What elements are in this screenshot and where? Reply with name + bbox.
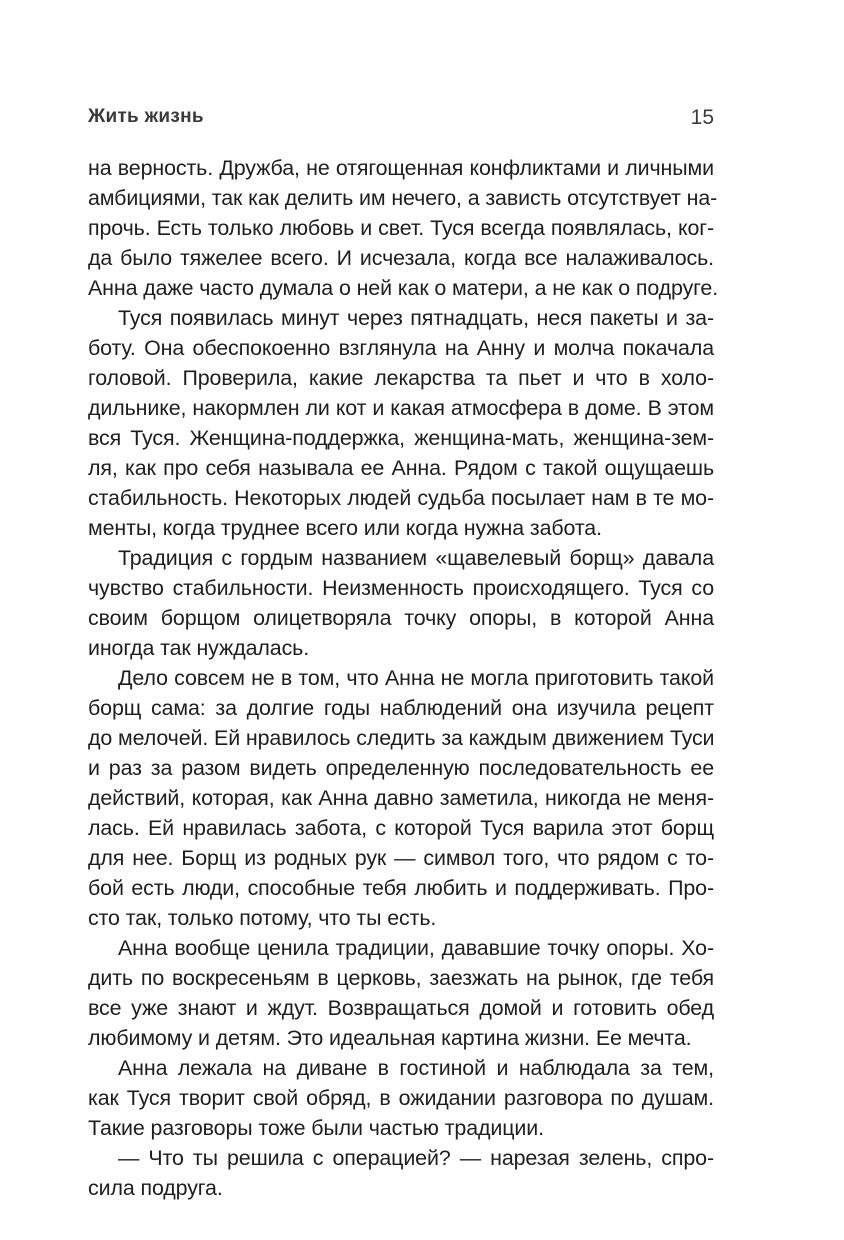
text-line: Анна вообще ценила традиции, дававшие точку опоры. Хо- (118, 936, 714, 960)
text-line: — Что ты решила с операцией? — нарезая зелень, спро- (118, 1146, 714, 1170)
text-line: все уже знают и ждут. Возвращаться домой и готовить обед (88, 996, 714, 1020)
text-line: Анна лежала на диване в гостиной и наблюдала за тем, (118, 1056, 714, 1080)
paragraph-4 (88, 663, 714, 933)
text-line: действий, которая, как Анна давно заметила, никогда не меня- (88, 786, 714, 810)
text-line: как Туся творит свой обряд, в ожидании разговора по душам. (88, 1086, 714, 1110)
text-line: любимому и детям. Это идеальная картина жизни. Ее мечта. (88, 1026, 692, 1050)
text-line: до мелочей. Ей нравилось следить за каждым движением Туси (88, 726, 715, 750)
paragraph-1 (88, 153, 719, 303)
running-title: Жить жизнь (88, 106, 204, 127)
text-line: на верность. Дружба, не отягощенная конфликтами и личными (88, 156, 714, 180)
text-line: дить по воскресеньям в церковь, заезжать на рынок, где тебя (88, 966, 714, 990)
paragraph-6 (88, 1053, 714, 1143)
text-line: бой есть люди, способные тебя любить и поддерживать. Про- (88, 876, 714, 900)
page-number: 15 (690, 106, 714, 129)
text-line: менты, когда труднее всего или когда нужна забота. (88, 516, 602, 540)
text-line: чувство стабильности. Неизменность происходящего. Туся со (88, 576, 714, 600)
text-line: боту. Она обеспокоенно взглянула на Анну и молча покачала (88, 336, 714, 360)
text-line: да было тяжелее всего. И исчезала, когда все налаживалось. (88, 246, 714, 270)
text-line: прочь. Есть только любовь и свет. Туся всегда появлялась, ког- (88, 216, 714, 240)
text-line: для нее. Борщ из родных рук — символ того, что рядом с то- (88, 846, 714, 870)
body-text (88, 153, 719, 1203)
text-line: борщ сама: за долгие годы наблюдений она изучила рецепт (88, 696, 714, 720)
text-line: амбициями, так как делить им нечего, а зависть отсутствует на- (88, 186, 718, 210)
text-line: дильнике, накормлен ли кот и какая атмосфера в доме. В этом (88, 396, 714, 420)
text-line: Туся появилась минут через пятнадцать, неся пакеты и за- (118, 306, 714, 330)
text-line: лась. Ей нравилась забота, с которой Туся варила этот борщ (88, 816, 714, 840)
text-line: вся Туся. Женщина-поддержка, женщина-мать, женщина-зем- (88, 426, 714, 450)
text-line: сила подруга. (88, 1176, 223, 1200)
text-line: стабильность. Некоторых людей судьба посылает нам в те мо- (88, 486, 714, 510)
text-line: Традиция с гордым названием «щавелевый борщ» давала (118, 546, 714, 570)
text-line: и раз за разом видеть определенную последовательность ее (88, 756, 714, 780)
text-line: Анна даже часто думала о ней как о матери, а не как о подруге. (88, 276, 719, 300)
text-line: иногда так нуждалась. (88, 636, 310, 660)
text-line: головой. Проверила, какие лекарства та пьет и что в холо- (88, 366, 714, 390)
text-line: своим борщом олицетворяла точку опоры, в которой Анна (88, 606, 714, 630)
paragraph-3 (88, 543, 714, 663)
text-line: Такие разговоры тоже были частью традиции. (88, 1116, 544, 1140)
paragraph-7 (88, 1143, 714, 1203)
paragraph-2 (88, 303, 714, 543)
text-line: ля, как про себя называла ее Анна. Рядом с такой ощущаешь (88, 456, 714, 480)
text-line: Дело совсем не в том, что Анна не могла приготовить такой (118, 666, 714, 690)
paragraph-5 (88, 933, 714, 1053)
text-line: сто так, только потому, что ты есть. (88, 906, 437, 930)
